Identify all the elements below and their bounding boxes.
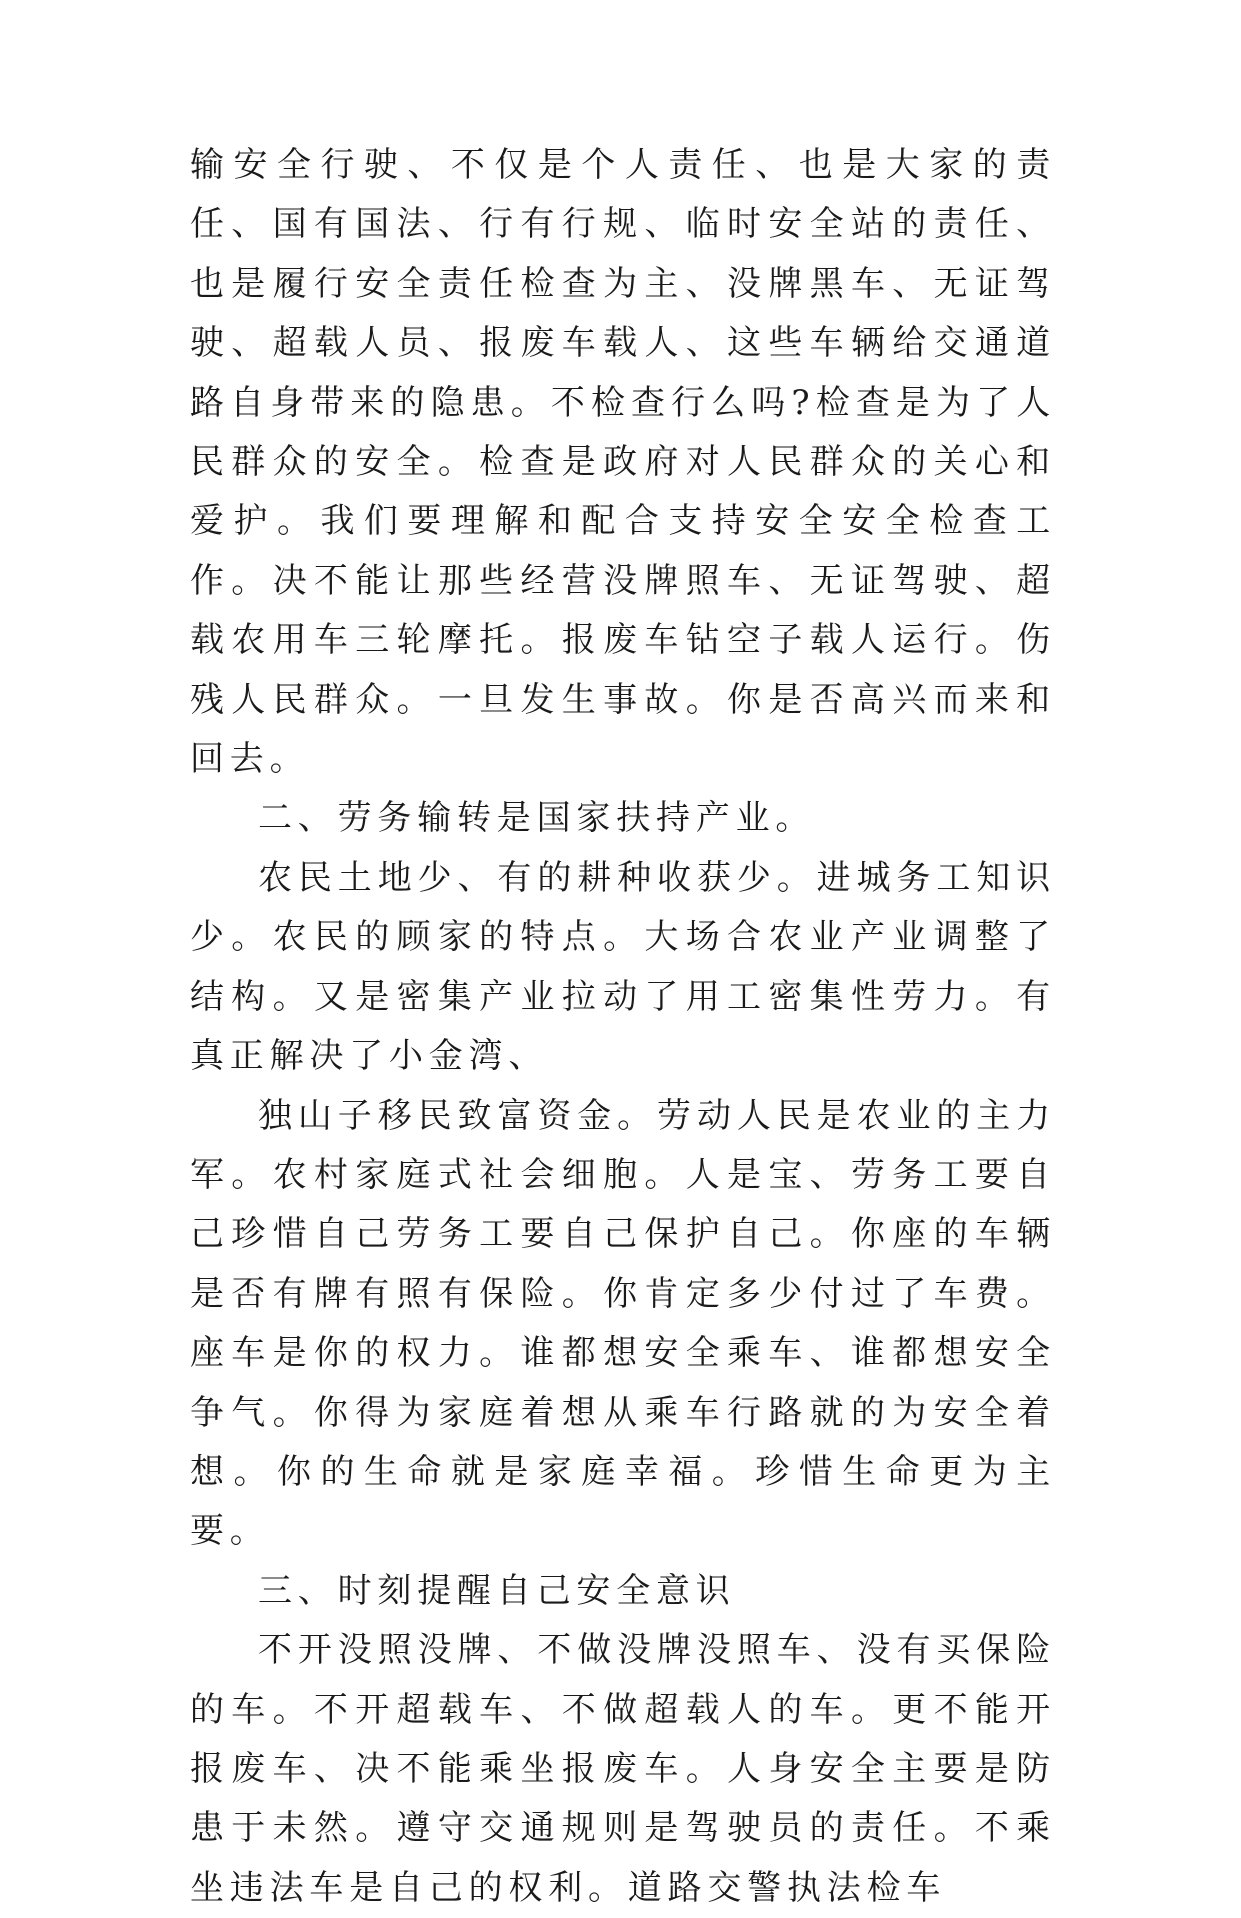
section-heading-three: 三、时刻提醒自己安全意识	[258, 1570, 736, 1611]
paragraph-migrants: 独山子移民致富资金。劳动人民是农业的主力军。农村家庭式社会细胞。人是宝、劳务工要自己珍惜自己劳务工要自己保护自己。你座的车辆是否有牌有照有保险。你肯定多少付过了车费。座车是你的权力。谁都想安全乘车、谁都想安全争气。你得为家庭着想从乘车行路就的为安全着想。你的生命就是家庭幸福。珍惜生命更为主要。	[190, 1095, 1056, 1552]
paragraph-farmers: 农民土地少、有的耕种收获少。进城务工知识少。农民的顾家的特点。大场合农业产业调整了结构。又是密集产业拉动了用工密集性劳力。有真正解决了小金湾、	[190, 857, 1056, 1077]
paragraph-continuation: 输安全行驶、不仅是个人责任、也是大家的责任、国有国法、行有行规、临时安全站的责任、也是履行安全责任检查为主、没牌黑车、无证驾驶、超载人员、报废车载人、这些车辆给交通道路自身带来的隐患。不检查行么吗?检查是为了人民群众的安全。检查是政府对人民群众的关心和爱护。我们要理解和配合支持安全安全检查工作。决不能让那些经营没牌照车、无证驾驶、超载农用车三轮摩托。报废车钻空子载人运行。伤残人民群众。一旦发生事故。你是否高兴而来和回去。	[190, 145, 1056, 780]
section-heading-two: 二、劳务输转是国家扶持产业。	[258, 798, 816, 839]
document-page	[190, 136, 1056, 1918]
paragraph-safety-rules: 不开没照没牌、不做没牌没照车、没有买保险的车。不开超载车、不做超载人的车。更不能开报废车、决不能乘坐报废车。人身安全主要是防患于未然。遵守交通规则是驾驶员的责任。不乘坐违法车是自己的权利。道路交警执法检车	[190, 1630, 1056, 1908]
